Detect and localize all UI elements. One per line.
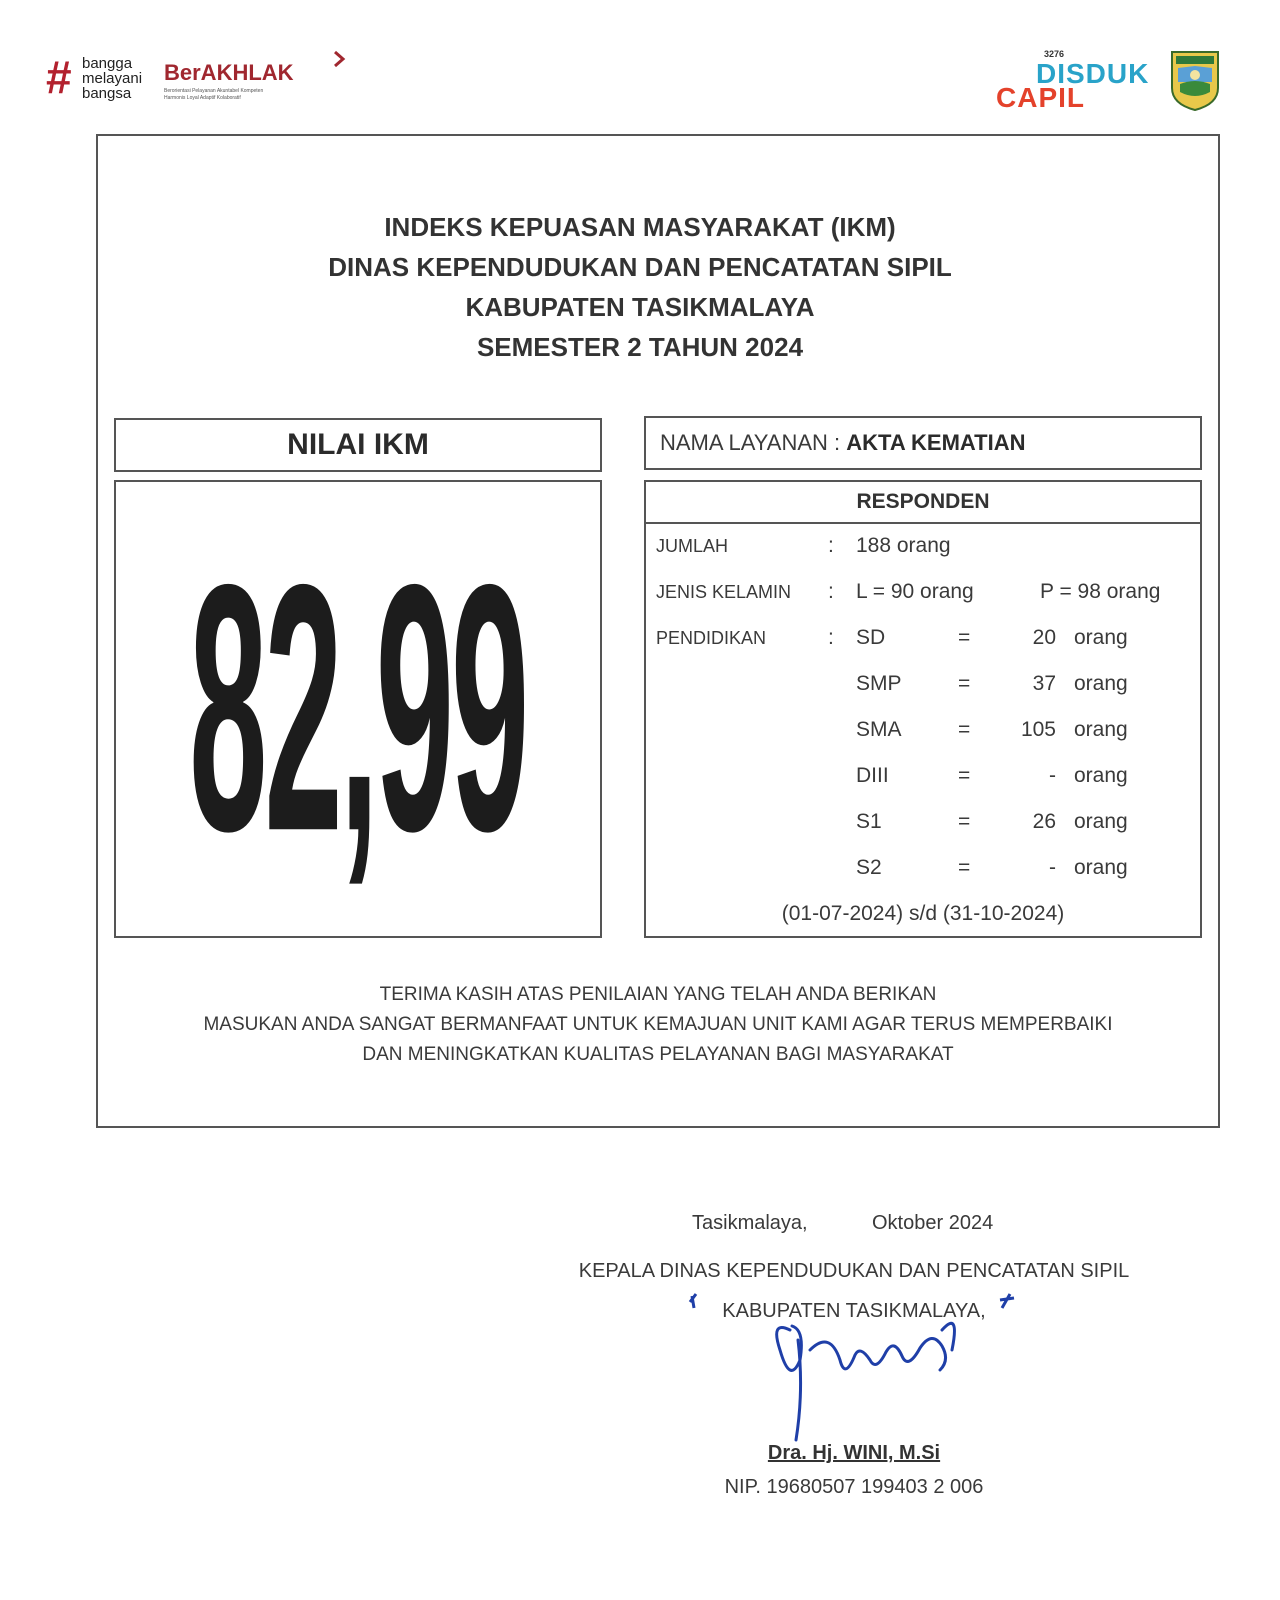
nilai-ikm-value: 82,99 bbox=[189, 512, 527, 906]
disdukcapil-logo bbox=[996, 42, 1236, 118]
edu-count-sd: 20 bbox=[1032, 626, 1056, 649]
edu-eq: = bbox=[958, 764, 971, 787]
hashtag-icon: # bbox=[46, 51, 72, 103]
chevron-icon bbox=[331, 50, 349, 68]
signatory-nip: NIP. 19680507 199403 2 006 bbox=[724, 1476, 984, 1498]
gender-colon: : bbox=[828, 580, 834, 603]
edu-eq: = bbox=[958, 718, 971, 741]
edu-eq: = bbox=[958, 810, 971, 833]
bangga-melayani-bangsa-logo bbox=[46, 52, 316, 106]
berakhlak-tagline: Berorientasi Pelayanan Akuntabel Kompeten Harmonis Loyal Adaptif Kolaboratif bbox=[164, 88, 264, 101]
edu-unit: orang bbox=[1074, 764, 1128, 787]
education-label: PENDIDIKAN bbox=[656, 628, 767, 648]
berakhlak-logo: BerAKHLAK bbox=[164, 60, 294, 85]
edu-level-s1: S1 bbox=[856, 810, 882, 833]
edu-unit: orang bbox=[1074, 626, 1128, 649]
edu-eq: = bbox=[958, 626, 971, 649]
gender-female: P = 98 orang bbox=[1040, 580, 1161, 603]
edu-level-diii: DIII bbox=[856, 764, 889, 787]
capil-text: CAPIL bbox=[996, 82, 1085, 113]
service-name-value: AKTA KEMATIAN bbox=[846, 430, 1026, 455]
signature-place: Tasikmalaya, bbox=[692, 1212, 808, 1234]
title-line-2: DINAS KEPENDUDUKAN DAN PENCATATAN SIPIL bbox=[328, 252, 952, 282]
thanks-line-1: TERIMA KASIH ATAS PENILAIAN YANG TELAH ANDA BERIKAN bbox=[379, 984, 937, 1005]
thanks-line-2: MASUKAN ANDA SANGAT BERMANFAAT UNTUK KEMAJUAN UNIT KAMI AGAR TERUS MEMPERBAIKI bbox=[203, 1014, 1113, 1035]
edu-count-s1: 26 bbox=[1032, 810, 1056, 833]
title-line-3: KABUPATEN TASIKMALAYA bbox=[465, 292, 815, 322]
edu-level-smp: SMP bbox=[856, 672, 902, 695]
respondent-heading: RESPONDEN bbox=[646, 482, 1200, 524]
signatory-name: Dra. Hj. WINI, M.Si bbox=[767, 1442, 941, 1464]
service-name-box bbox=[644, 416, 1202, 470]
edu-eq: = bbox=[958, 672, 971, 695]
edu-count-diii: - bbox=[1049, 764, 1056, 787]
edu-eq: = bbox=[958, 856, 971, 879]
title-line-1: INDEKS KEPUASAN MASYARAKAT (IKM) bbox=[384, 212, 896, 242]
total-colon: : bbox=[828, 534, 834, 557]
edu-level-s2: S2 bbox=[856, 856, 882, 879]
thanks-line-3: DAN MENINGKATKAN KUALITAS PELAYANAN BAGI MASYARAKAT bbox=[362, 1044, 954, 1065]
signature-date: Oktober 2024 bbox=[872, 1212, 994, 1234]
nilai-ikm-box bbox=[114, 480, 602, 938]
handwritten-signature bbox=[680, 1290, 1030, 1450]
survey-period: (01-07-2024) s/d (31-10-2024) bbox=[781, 902, 1065, 925]
disduk-text: DISDUK bbox=[1036, 58, 1150, 89]
edu-unit: orang bbox=[1074, 672, 1128, 695]
gender-male: L = 90 orang bbox=[856, 580, 974, 603]
edu-level-sma: SMA bbox=[856, 718, 902, 741]
nilai-ikm-label: NILAI IKM bbox=[114, 418, 602, 472]
edu-count-sma: 105 bbox=[1020, 718, 1056, 741]
bangga-melayani-bangsa-text: bangga melayani bangsa bbox=[82, 55, 143, 102]
total-label: JUMLAH bbox=[656, 536, 729, 556]
service-name-label: NAMA LAYANAN : bbox=[660, 430, 847, 455]
total-value: 188 orang bbox=[856, 534, 951, 557]
signatory-position-2: KABUPATEN TASIKMALAYA, bbox=[722, 1300, 986, 1322]
title-line-4: SEMESTER 2 TAHUN 2024 bbox=[476, 332, 804, 362]
edu-unit: orang bbox=[1074, 718, 1128, 741]
signatory-position-1: KEPALA DINAS KEPENDUDUKAN DAN PENCATATAN SIPIL bbox=[578, 1260, 1130, 1282]
edu-unit: orang bbox=[1074, 810, 1128, 833]
education-colon: : bbox=[828, 626, 834, 649]
region-code: 3276 bbox=[1044, 49, 1065, 59]
edu-unit: orang bbox=[1074, 856, 1128, 879]
edu-count-s2: - bbox=[1049, 856, 1056, 879]
tasikmalaya-emblem-icon bbox=[1168, 48, 1222, 112]
edu-level-sd: SD bbox=[856, 626, 886, 649]
gender-label: JENIS KELAMIN bbox=[656, 582, 792, 602]
edu-count-smp: 37 bbox=[1032, 672, 1056, 695]
